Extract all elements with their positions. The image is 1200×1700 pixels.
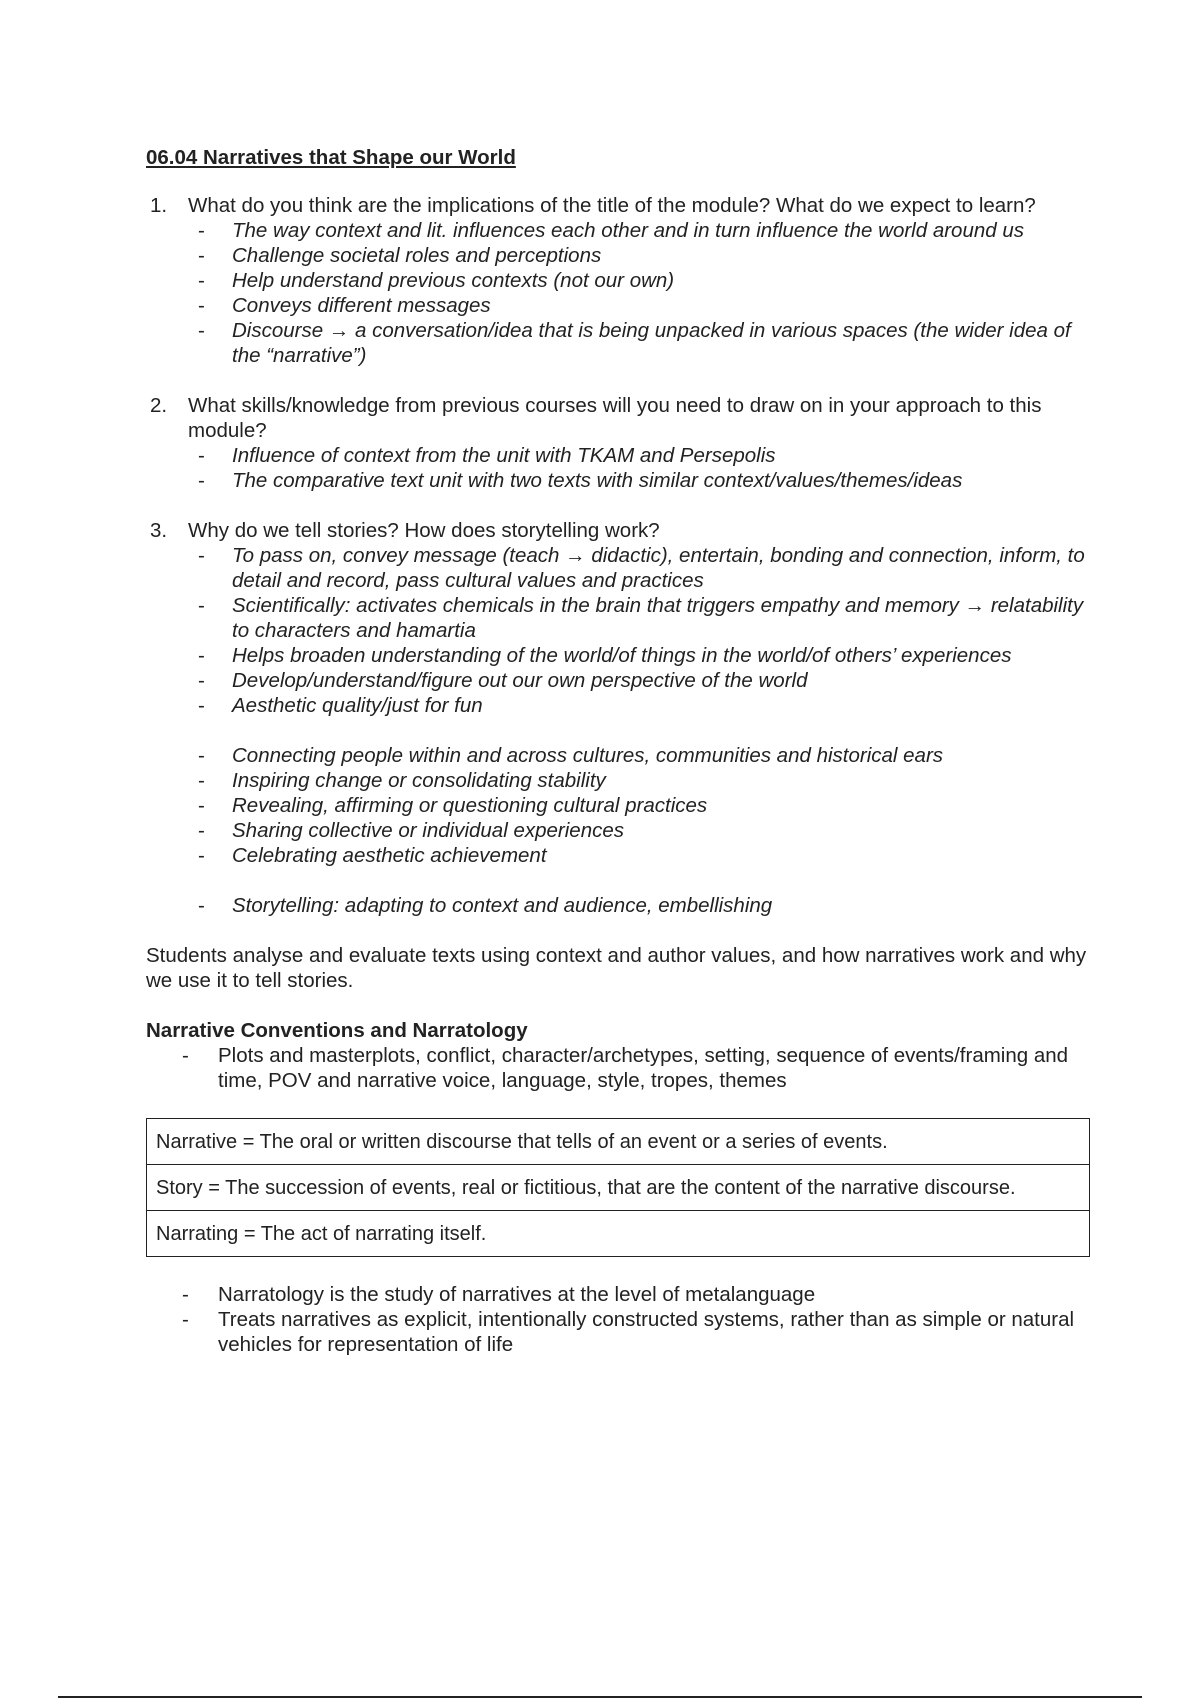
answer-item bbox=[188, 543, 1096, 593]
answer-item bbox=[188, 893, 1096, 918]
question-number: 2. bbox=[150, 394, 168, 417]
document-body bbox=[146, 145, 1096, 1357]
question-text: What skills/knowledge from previous courses will you need to draw on in your approach to this module? bbox=[188, 394, 1042, 442]
list-item-text: Narratology is the study of narratives at the level of metalanguage bbox=[218, 1283, 816, 1306]
answer-text: Aesthetic quality/just for fun bbox=[232, 694, 483, 717]
question-item bbox=[146, 393, 1096, 493]
answer-text: Connecting people within and across cultures, communities and historical ears bbox=[232, 744, 944, 767]
bullet-dash: - bbox=[198, 244, 205, 267]
bullet-dash: - bbox=[198, 269, 205, 292]
answer-text: The way context and lit. influences each other and in turn influence the world around us bbox=[232, 219, 1025, 242]
list-item-text: Plots and masterplots, conflict, character/archetypes, setting, sequence of events/framing and time, POV and narrative voice, language, style, tropes, themes bbox=[218, 1044, 1069, 1092]
bullet-dash: - bbox=[198, 694, 205, 717]
answer-item bbox=[188, 668, 1096, 693]
bullet-dash: - bbox=[198, 844, 205, 867]
answer-text: Celebrating aesthetic achievement bbox=[232, 844, 547, 867]
list-item bbox=[146, 1043, 1096, 1093]
answer-text: To pass on, convey message (teach → didactic), entertain, bonding and connection, inform, to detail and record, pass cultural values and practices bbox=[232, 544, 1085, 592]
list-item bbox=[146, 1282, 1096, 1307]
answer-item bbox=[188, 793, 1096, 818]
answer-item bbox=[188, 643, 1096, 668]
answer-item bbox=[188, 468, 1096, 493]
bullet-dash: - bbox=[182, 1308, 189, 1331]
answer-list bbox=[188, 443, 1096, 493]
answer-text: Help understand previous contexts (not our own) bbox=[232, 269, 675, 292]
bullet-dash: - bbox=[198, 819, 205, 842]
question-list bbox=[146, 193, 1096, 918]
answer-item bbox=[188, 243, 1096, 268]
table-cell: Story = The succession of events, real or fictitious, that are the content of the narrative discourse. bbox=[147, 1165, 1090, 1211]
table-row bbox=[147, 1165, 1090, 1211]
answer-item bbox=[188, 218, 1096, 243]
answer-item bbox=[188, 443, 1096, 468]
bullet-dash: - bbox=[198, 644, 205, 667]
answer-text: Conveys different messages bbox=[232, 294, 491, 317]
table-cell: Narrating = The act of narrating itself. bbox=[147, 1211, 1090, 1257]
bullet-dash: - bbox=[182, 1044, 189, 1067]
table-row bbox=[147, 1211, 1090, 1257]
bullet-dash: - bbox=[198, 744, 205, 767]
answer-text: Develop/understand/figure out our own perspective of the world bbox=[232, 669, 808, 692]
bullet-dash: - bbox=[198, 469, 205, 492]
answer-text: The comparative text unit with two texts with similar context/values/themes/ideas bbox=[232, 469, 963, 492]
question-item bbox=[146, 518, 1096, 918]
conventions-list bbox=[146, 1043, 1096, 1093]
question-number: 1. bbox=[150, 194, 168, 217]
list-item bbox=[146, 1307, 1096, 1357]
answer-item bbox=[188, 768, 1096, 793]
bullet-dash: - bbox=[198, 444, 205, 467]
answer-item bbox=[188, 318, 1096, 368]
answer-item bbox=[188, 818, 1096, 843]
answer-item bbox=[188, 843, 1096, 868]
answer-list bbox=[188, 743, 1096, 868]
answer-item bbox=[188, 268, 1096, 293]
narratology-list bbox=[146, 1282, 1096, 1357]
table-cell: Narrative = The oral or written discourse that tells of an event or a series of events. bbox=[147, 1119, 1090, 1165]
question-text: Why do we tell stories? How does storytelling work? bbox=[188, 519, 660, 542]
bullet-dash: - bbox=[198, 294, 205, 317]
answer-list bbox=[188, 893, 1096, 918]
answer-text: Helps broaden understanding of the world/of things in the world/of others’ experiences bbox=[232, 644, 1012, 667]
answer-item bbox=[188, 593, 1096, 643]
page-bottom-rule bbox=[58, 1696, 1142, 1698]
answer-text: Challenge societal roles and perceptions bbox=[232, 244, 602, 267]
answer-list bbox=[188, 543, 1096, 718]
bullet-dash: - bbox=[198, 794, 205, 817]
bullet-dash: - bbox=[198, 894, 205, 917]
section-heading: Narrative Conventions and Narratology bbox=[146, 1019, 528, 1042]
bullet-dash: - bbox=[198, 669, 205, 692]
definitions-table bbox=[146, 1118, 1090, 1257]
question-item bbox=[146, 193, 1096, 368]
answer-text: Revealing, affirming or questioning cultural practices bbox=[232, 794, 708, 817]
answer-item bbox=[188, 293, 1096, 318]
answer-item bbox=[188, 693, 1096, 718]
answer-text: Discourse → a conversation/idea that is being unpacked in various spaces (the wider idea of the “narrative”) bbox=[232, 319, 1071, 367]
answer-text: Inspiring change or consolidating stability bbox=[232, 769, 606, 792]
page-title: 06.04 Narratives that Shape our World bbox=[146, 146, 516, 169]
bullet-dash: - bbox=[198, 219, 205, 242]
answer-item bbox=[188, 743, 1096, 768]
summary-paragraph: Students analyse and evaluate texts using context and author values, and how narratives work and why we use it to tell stories. bbox=[146, 944, 1087, 992]
bullet-dash: - bbox=[198, 544, 205, 567]
bullet-dash: - bbox=[198, 769, 205, 792]
answer-text: Influence of context from the unit with TKAM and Persepolis bbox=[232, 444, 776, 467]
answer-text: Scientifically: activates chemicals in the brain that triggers empathy and memory → relatability to characters and hamartia bbox=[232, 594, 1084, 642]
question-number: 3. bbox=[150, 519, 168, 542]
answer-text: Storytelling: adapting to context and audience, embellishing bbox=[232, 894, 773, 917]
bullet-dash: - bbox=[198, 319, 205, 342]
answer-list bbox=[188, 218, 1096, 368]
list-item-text: Treats narratives as explicit, intentionally constructed systems, rather than as simple or natural vehicles for representation of life bbox=[218, 1308, 1075, 1356]
question-text: What do you think are the implications of the title of the module? What do we expect to learn? bbox=[188, 194, 1036, 217]
table-row bbox=[147, 1119, 1090, 1165]
answer-text: Sharing collective or individual experiences bbox=[232, 819, 624, 842]
bullet-dash: - bbox=[182, 1283, 189, 1306]
bullet-dash: - bbox=[198, 594, 205, 617]
